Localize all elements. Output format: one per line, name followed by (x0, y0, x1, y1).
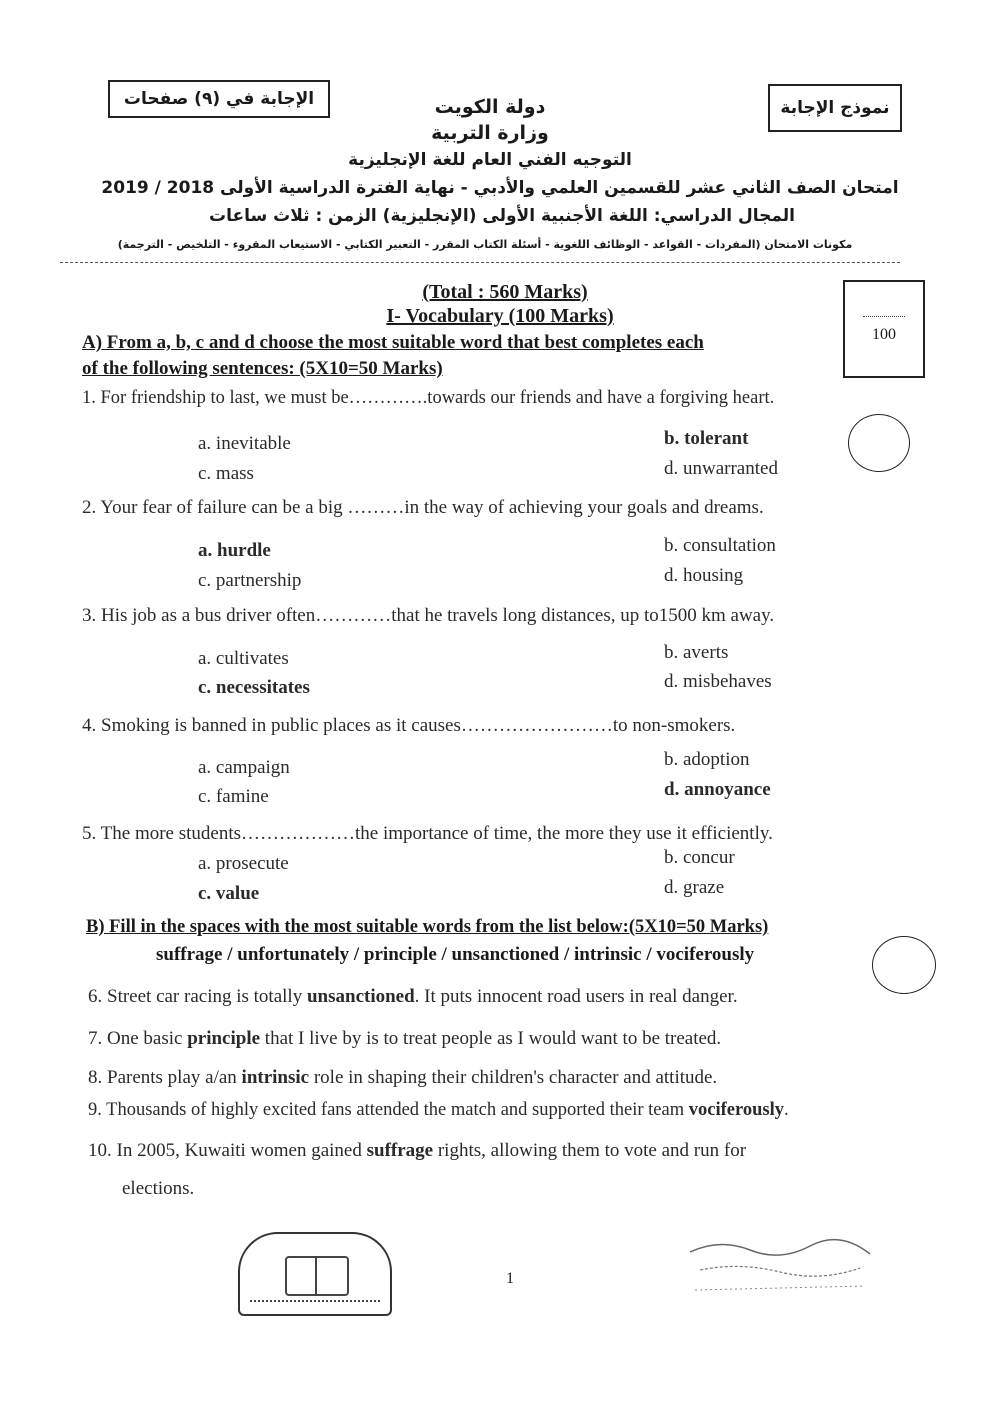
sentence-8-before: 8. Parents play a/an (88, 1067, 242, 1088)
question-4: 4. Smoking is banned in public places as it causes……………………to non-smokers. (82, 715, 736, 736)
sentence-8 (88, 1067, 717, 1089)
sentence-10-continued: elections. (122, 1178, 195, 1199)
pages-note: الإجابة في (٩) صفحات (123, 89, 315, 109)
seal-book-icon (285, 1256, 349, 1296)
q4-option-d: d. annoyance (664, 779, 771, 800)
model-answer-label: نموذج الإجابة (780, 98, 890, 118)
word-list: suffrage / unfortunately / principle / unsanctioned / intrinsic / vociferously (156, 944, 755, 965)
supervision-name: التوجيه الفني العام للغة الإنجليزية (348, 150, 632, 170)
q4-option-c: c. famine (198, 786, 269, 807)
sentence-10-after: rights, allowing them to vote and run for (433, 1140, 747, 1161)
score-blank-line (863, 316, 905, 317)
q4-option-b: b. adoption (664, 749, 750, 770)
part-a-instruction-1: A) From a, b, c and d choose the most suitable word that best completes each (82, 332, 704, 353)
state-name: دولة الكويت (434, 96, 546, 118)
section-title: I- Vocabulary (100 Marks) (386, 305, 614, 327)
sentence-10-before: 10. In 2005, Kuwaiti women gained (88, 1140, 367, 1161)
header-divider (60, 262, 900, 263)
sentence-9-answer: vociferously (688, 1100, 784, 1120)
q1-option-d: d. unwarranted (664, 458, 778, 479)
q3-option-b: b. averts (664, 642, 729, 663)
q5-option-c: c. value (198, 883, 260, 904)
sentence-8-answer: intrinsic (241, 1067, 310, 1088)
q5-option-d: d. graze (664, 877, 725, 898)
seal-bottom-line (250, 1300, 380, 1302)
sentence-7-answer: principle (187, 1028, 261, 1049)
q1-mark-circle (848, 414, 910, 472)
exam-components: مكونات الامتحان (المفردات - القواعد - الوظائف اللغوية - أسئلة الكتاب المقرر - التعبير الكتابي - الاستيعاب المقروء - التلخيص - الترجمة) (117, 238, 853, 251)
sentence-7-before: 7. One basic (88, 1028, 188, 1049)
q2-option-b: b. consultation (664, 535, 776, 556)
sentence-7-after: that I live by is to treat people as I would want to be treated. (260, 1028, 722, 1049)
question-3: 3. His job as a bus driver often…………that he travels long distances, up to1500 km away. (82, 605, 775, 626)
part-b-mark-circle (872, 936, 936, 994)
score-value: 100 (872, 326, 896, 343)
q4-option-a: a. campaign (198, 757, 290, 778)
part-b-instruction: B) Fill in the spaces with the most suitable words from the list below:(5X10=50 Marks) (86, 917, 769, 937)
sentence-9-after: . (783, 1100, 789, 1120)
sentence-10 (88, 1140, 746, 1162)
pages-note-box (108, 80, 330, 118)
q2-option-a: a. hurdle (198, 540, 271, 561)
sentence-10-answer: suffrage (366, 1140, 434, 1161)
signature-scribble (680, 1234, 880, 1304)
q3-option-d: d. misbehaves (664, 671, 772, 692)
total-marks: (Total : 560 Marks) (422, 281, 588, 303)
sentence-6-after: . It puts innocent road users in real danger. (414, 986, 738, 1007)
q2-option-d: d. housing (664, 565, 744, 586)
sentence-9-before: 9. Thousands of highly excited fans attended the match and supported their team (88, 1100, 689, 1120)
q1-option-c: c. mass (198, 463, 254, 484)
sentence-6-before: 6. Street car racing is totally (88, 986, 307, 1007)
sentence-8-after: role in shaping their children's character and attitude. (309, 1067, 718, 1088)
question-5: 5. The more students………………the importance of time, the more they use it efficiently. (82, 823, 773, 844)
model-answer-box (768, 84, 902, 132)
sentence-6-answer: unsanctioned (306, 986, 415, 1007)
exam-field: المجال الدراسي: اللغة الأجنبية الأولى (الإنجليزية) الزمن : ثلاث ساعات (209, 206, 795, 226)
ministry-seal (238, 1232, 392, 1316)
sentence-7 (88, 1028, 721, 1050)
q5-option-a: a. prosecute (198, 853, 289, 874)
page-number: 1 (506, 1270, 514, 1287)
q1-option-a: a. inevitable (198, 433, 291, 454)
ministry-name: وزارة التربية (431, 122, 549, 144)
exam-title: امتحان الصف الثاني عشر للقسمين العلمي والأدبي - نهاية الفترة الدراسية الأولى 2018 / 2019 (101, 178, 899, 198)
score-box (843, 280, 925, 378)
sentence-9 (88, 1100, 789, 1121)
question-1: 1. For friendship to last, we must be………….towards our friends and have a forgiving heart. (82, 388, 775, 408)
sentence-6 (88, 986, 738, 1008)
part-a-instruction-2: of the following sentences: (5X10=50 Marks) (82, 358, 443, 379)
q3-option-a: a. cultivates (198, 648, 289, 669)
q1-option-b: b. tolerant (664, 428, 749, 449)
q5-option-b: b. concur (664, 847, 735, 868)
q2-option-c: c. partnership (198, 570, 302, 591)
question-2: 2. Your fear of failure can be a big ………in the way of achieving your goals and dreams. (82, 497, 764, 518)
q3-option-c: c. necessitates (198, 677, 310, 698)
